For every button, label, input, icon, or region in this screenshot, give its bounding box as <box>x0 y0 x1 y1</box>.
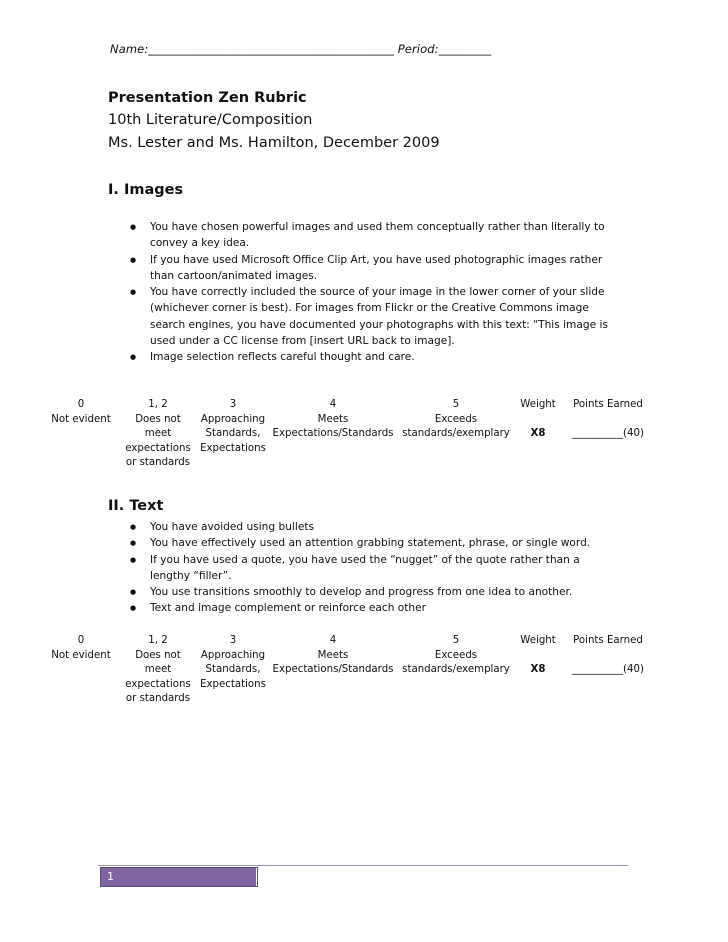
course-title: 10th Literature/Composition <box>108 112 313 128</box>
score-4-column: 4 Meets Expectations/Standards <box>272 635 394 676</box>
footer-rule <box>98 865 628 866</box>
page-box-divider <box>256 868 257 886</box>
score-3-column: 3 Approaching Standards, Expectations <box>200 635 266 690</box>
list-item: ● If you have used Microsoft Office Clip Art, you have used photographic images rather than cartoon/animated images. <box>130 252 620 285</box>
teachers-date: Ms. Lester and Ms. Hamilton, December 2009 <box>108 135 440 151</box>
score-3-column: 3 Approaching Standards, Expectations <box>200 399 266 454</box>
list-item: ● You have chosen powerful images and used them conceptually rather than literally to convey a key idea. <box>130 219 620 252</box>
list-item: ● You have avoided using bullets <box>130 519 620 535</box>
weight-column: Weight X8 <box>520 635 556 676</box>
score-5-column: 5 Exceeds standards/exemplary <box>402 399 510 440</box>
images-bullet-list <box>130 219 620 366</box>
name-period-line: Name:__________________________________________ Period:_________ <box>110 42 492 56</box>
score-0-column: 0 Not evident <box>51 635 111 661</box>
list-item: ● You have correctly included the source of your image in the lower corner of your slide (whichever corner is best). For images from Flickr or the Creative Commons image search engines, you have documented your photographs with this text: "This image is used under a CC license from [insert URL back to image]. <box>130 284 620 349</box>
score-0-column: 0 Not evident <box>51 399 111 425</box>
score-1-2-column: 1, 2 Does not meet expectations or standards <box>125 635 191 705</box>
score-1-2-column: 1, 2 Does not meet expectations or standards <box>125 399 191 469</box>
section-images-heading: I. Images <box>108 182 184 198</box>
list-item: ● You have effectively used an attention grabbing statement, phrase, or single word. <box>130 535 620 551</box>
points-blank: __________(40) <box>572 428 644 440</box>
list-item: ● You use transitions smoothly to develop and progress from one idea to another. <box>130 584 620 600</box>
list-item: ● If you have used a quote, you have used the “nugget” of the quote rather than a lengthy “filler”. <box>130 552 620 585</box>
list-item: ● Text and image complement or reinforce each other <box>130 600 620 616</box>
page-number-box <box>100 867 258 887</box>
section-text-heading: II. Text <box>108 498 164 514</box>
points-earned-column: Points Earned __________(40) <box>564 634 652 678</box>
page-number: 1 <box>107 870 114 883</box>
rubric-scale-images <box>0 398 728 478</box>
points-earned-column: Points Earned __________(40) <box>564 398 652 442</box>
rubric-scale-text <box>0 634 728 714</box>
page-title: Presentation Zen Rubric <box>108 90 307 106</box>
weight-column: Weight X8 <box>520 399 556 440</box>
score-4-column: 4 Meets Expectations/Standards <box>272 399 394 440</box>
points-blank: __________(40) <box>572 664 644 676</box>
text-bullet-list <box>130 519 620 617</box>
list-item: ● Image selection reflects careful thought and care. <box>130 349 620 365</box>
score-5-column: 5 Exceeds standards/exemplary <box>402 635 510 676</box>
